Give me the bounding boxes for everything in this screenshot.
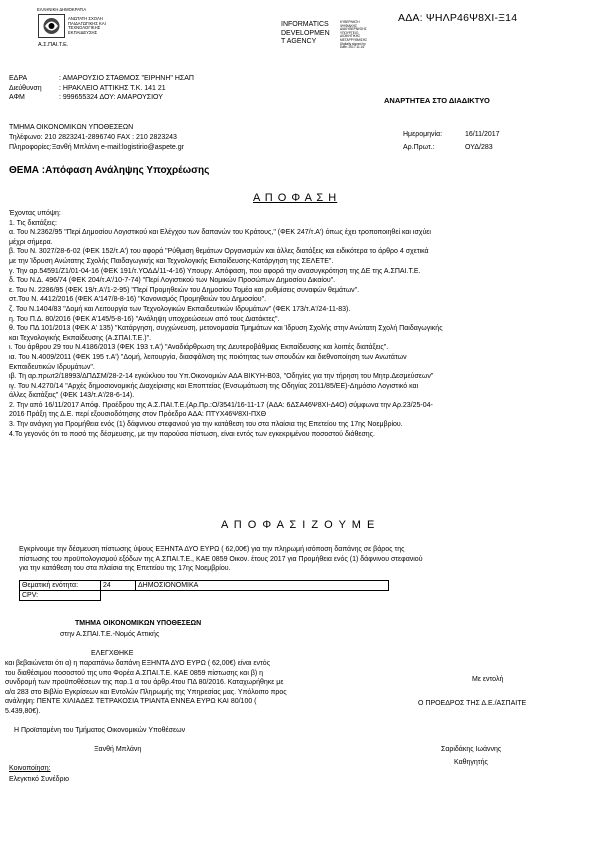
thematic-value: ΔΗΜΟΣΙΟΝΟΜΙΚΑ: [136, 581, 389, 591]
date-value: 16/11/2017: [465, 131, 500, 138]
thematic-label: Θεματική ενότητα:: [20, 581, 101, 591]
org-line: ΤΕΧΝΟΛΟΓΙΚΗΣ: [68, 25, 101, 31]
ida-block: [281, 21, 330, 47]
ida-small-line: ΨΗΦΙΑΚΗΣ: [340, 23, 357, 28]
info-line: Πληροφορίες:Ξανθή Μπλάνη e-mail:logistirio@aspete.gr: [9, 143, 184, 151]
body-line: θ. Του ΠΔ 101/2013 (ΦΕΚ Α' 135) "Κατάργηση, συγχώνευση, μετονομασία Τμημάτων και Ίδρυση Σχολής στην Ανώτατη Σχολή Παιδαγωγικής: [9, 325, 443, 333]
body-line: δ. Του Ν.Δ. 496/74 (ΦΕΚ 204/τ.Α'/10-7-74) "Περί Λογιστικού των Νομικών Προσώπων Δημοσίου Δικαίου".: [9, 277, 336, 285]
service-subtitle: στην Α.ΣΠΑΙ.Τ.Ε.-Νομός Αττικής: [60, 631, 160, 638]
service-head: Η Προϊσταμένη του Τμήματος Οικονομικών Υποθέσεων: [14, 727, 186, 734]
ida-line: INFORMATICS: [281, 21, 329, 28]
address-label: ΕΔΡΑ: [9, 75, 28, 82]
date-row: [403, 128, 500, 141]
address-label: ΑΦΜ: [9, 94, 25, 102]
ida-small-line: ΔΙΟΙΚΗΤΙΚΗΣ: [340, 34, 361, 39]
service-text: [5, 659, 287, 717]
decision-text: [19, 545, 423, 574]
org-line: ΑΝΩΤΑΤΗ ΣΧΟΛΗ: [68, 16, 103, 21]
decision-line: πίστωσης του προϋπολογισμού εξόδων της Α.ΣΠΑΙ.Τ.Ε., ΚΑΕ 0859 Οικον. έτους 2017 για Προμήθεια ενός (1) δάφνινου στεφανιού: [19, 555, 423, 563]
president-title: Ο ΠΡΟΕΔΡΟΣ ΤΗΣ Δ.Ε./ΑΣΠΑΙΤΕ: [418, 700, 527, 707]
dept-contact: [9, 123, 184, 152]
body-line: με την Ίδρυση Ανώτατης Σχολής Παιδαγωγικής και Τεχνολογικής Εκπαίδευσης-Κατάργηση της ΣΕΛΕΤΕ".: [9, 257, 334, 265]
subject-title: ΘΕΜΑ :Απόφαση Ανάληψης Υποχρέωσης: [9, 165, 210, 176]
apofasizoume-title: Α Π Ο Φ Α Σ Ι Ζ Ο Υ Μ Ε: [221, 519, 376, 531]
body-line: ι. Του άρθρου 29 του Ν.4186/2013 (ΦΕΚ 193 τ.Α') "Αναδιάρθρωση της Δευτεροβάθμιας Εκπαίδευσης και λοιπές διατάξεις".: [9, 344, 389, 352]
prot-row: [403, 141, 500, 154]
body-line: ια. Του Ν.4009/2011 (ΦΕΚ 195 τ.Α') "Δομή, λειτουργία, διασφάλιση της ποιότητας των σπουδών και διεθνοποίηση των Ανωτάτων: [9, 353, 407, 361]
body-line: η. Του Π.Δ. 80/2016 (ΦΕΚ Α'145/5-8-16) "Ανάληψη υποχρεώσεων από τους Διατάκτες".: [9, 315, 280, 323]
prot-value: ΟΥΔ/283: [465, 144, 493, 151]
table-row: [20, 591, 389, 601]
service-line: α/α 283 στο Βιβλίο Εγκρίσεων και Εντολών Πληρωμής της Υπηρεσίας μας. Υπόλοιπο προς: [5, 688, 287, 696]
ida-small-line: Date: 2017.11.16: [340, 45, 365, 50]
prot-label: Αρ.Πρωτ.:: [403, 144, 435, 151]
body-text: [9, 209, 443, 439]
ada-code: ΑΔΑ: ΨΗΛΡ46Ψ8ΧΙ-Ξ14: [398, 12, 518, 24]
body-line: 2016 Πράξη της Δ.Ε. περί εξουσιοδότησης στον Πρόεδρο ΑΔΑ: ΠΤΥΧ46Ψ8ΧΙ-ΠΧΘ: [9, 411, 267, 419]
service-line: και βεβαιώνεται ότι α) η παραπάνω δαπάνη ΕΞΗΝΤΑ ΔΥΟ ΕΥΡΩ ( 62,00€) είναι εντός: [5, 660, 271, 667]
ida-small-line: ΔΙΑΚΥΒΕΡΝΗΣΗΣ: [340, 27, 367, 32]
body-line: 1. Τις διατάξεις:: [9, 219, 57, 227]
service-line: συνδρομή των προϋποθέσεων της παρ.1 α του άρθρ.4του ΠΔ 80/2016. Καταχωρήθηκε με: [5, 679, 284, 687]
org-top-text: ΕΛΛΗΝΙΚΗ ΔΗΜΟΚΡΑΤΙΑ: [37, 7, 87, 12]
notify-value: Ελεγκτικό Συνέδριο: [9, 776, 69, 783]
ida-small-line: ΜΕΤΑΡΡΥΘΜΙΣΗΣ: [340, 37, 368, 42]
president-role: Καθηγητής: [454, 759, 488, 766]
body-line: 2. Την από 16/11/2017 Απόφ. Προέδρου της Α.Σ.ΠΑΙ.Τ.Ε.(Αρ.Πρ.:Ο/3541/16-11-17 (ΑΔΑ: 6ΔΣΑ46Ψ8ΧΙ-Δ4Ο) σύμφωνα την Αρ.23/25-04-: [9, 401, 433, 409]
ida-small-block: [340, 21, 367, 50]
address-label: Διεύθυνση: [9, 84, 42, 92]
aspete-logo: [38, 14, 65, 38]
service-line: ανάληψη: ΠΕΝΤΕ ΧΙΛΙΑΔΕΣ ΤΕΤΡΑΚΟΣΙΑ ΤΡΙΑΝΤΑ ΕΝΝΕΑ ΕΥΡΩ ΚΑΙ 80/100 (: [5, 698, 257, 706]
service-title: ΤΜΗΜΑ ΟΙΚΟΝΟΜΙΚΩΝ ΥΠΟΘΕΣΕΩΝ: [75, 620, 202, 627]
service-line: 5.439,80€).: [5, 707, 41, 715]
dept-name: ΤΜΗΜΑ ΟΙΚΟΝΟΜΙΚΩΝ ΥΠΟΘΕΣΕΩΝ: [9, 124, 134, 131]
body-line: 4.Το γεγονός ότι το ποσό της δέσμευσης, με την παρούσα πίστωση, είναι εντός των εγκεκριμένου ποσοστού διάθεσης.: [9, 430, 375, 438]
phone-line: Τηλέφωνο: 210 2823241-2896740 FAX : 210 2823243: [9, 133, 177, 141]
body-line: και Τεχνολογικής Εκπαίδευσης (Α.ΣΠΑΙ.Τ.Ε.)".: [9, 334, 152, 342]
date-block: [403, 128, 500, 154]
ida-line: DEVELOPMEN: [281, 29, 330, 37]
body-line: άλλες διατάξεις" (ΦΕΚ 143/τ.Α'/28-6-14).: [9, 392, 135, 400]
body-line: ιβ. Τη αρ.πρωτ2/18993/ΔΠΔΣΜ/28-2-14 εγκύκλιου του Υπ.Οικονομιών ΑΔΑ ΒΙΚΥΗ-Β03, "Οδηγίες για την τήρηση του Μητρ.Δεσμεύσεων": [9, 373, 434, 381]
president-name: Σαριδάκης Ιωάννης: [441, 746, 502, 753]
body-line: β. Του Ν. 3027/28-6-02 (ΦΕΚ 152/τ.Α') του αφορά "Ρύθμιση θεμάτων Οργανισμών και άλλες διατάξεις και ειδικότερα το άρθρο 4 σχετικά: [9, 248, 429, 256]
date-label: Ημερομηνία:: [403, 131, 443, 138]
address-row: [9, 74, 194, 84]
org-line: ΕΚΠΑΙΔΕΥΣΗΣ: [68, 29, 98, 35]
body-line: ζ. Του Ν.1404/83 "Δομή και Λειτουργία των Τεχνολογικών Εκπαιδευτικών Ιδρυμάτων" (ΦΕΚ 173/τ.Α'/24-11-83).: [9, 305, 351, 313]
ida-line: T AGENCY: [281, 38, 317, 45]
address-value: : 999655324 ΔΟΥ: ΑΜΑΡΟΥΣΙΟΥ: [59, 94, 163, 102]
body-line: μέχρι σήμερα.: [9, 238, 53, 246]
publish-notice: ΑΝΑΡΤΗΤΕΑ ΣΤΟ ΔΙΑΔΙΚΤΥΟ: [384, 96, 490, 105]
body-line: ε. Του Ν. 2286/95 (ΦΕΚ 19/τ.Α'/1-2-95) "Περί Προμηθειών του Δημοσίου Τομέα και ρυθμίσεις συναφών θεμάτων".: [9, 286, 360, 294]
ida-small-line: Digitally signed by: [340, 41, 366, 46]
address-block: [9, 74, 194, 103]
ida-small-line: ΚΥΒΕΡΝΗΣΗ: [340, 20, 360, 24]
ida-small-line: ΥΠΟΥΡΓΕΙΟ: [340, 30, 359, 35]
decision-line: Εγκρίνουμε την δέσμευση πίστωσης ύψους ΕΞΗΝΤΑ ΔΥΟ ΕΥΡΩ ( 62,00€) για την πληρωμή ισόποση δαπάνης σε βάρος της: [19, 546, 405, 553]
body-line: γ. Την αρ.54591/Ζ1/01-04-16 (ΦΕΚ 191/τ.ΥΟΔΔ/11-4-16) Υπουργ. Απόφαση, που αφορά την ανασυγκρότηση της ΔΕ της Α.ΣΠΑΙ.Τ.Ε.: [9, 267, 421, 275]
body-line: ιγ. Του Ν.4270/14 "Αρχές δημοσιονομικής Διαχείρισης και Εποπτείας (Ενσωμάτωση της Οδηγίας 2011/85/ΕΕ)-Δημόσιο Λογιστικό και: [9, 382, 419, 390]
cpv-value: [101, 591, 389, 601]
service-line: του διαθέσιμου ποσοστού της υπο Φορέα Α.ΣΠΑΙ.Τ.Ε. ΚΑΕ 0859 πίστωσης και β) η: [5, 669, 264, 677]
org-acronym: Α.Σ.ΠΑΙ.Τ.Ε.: [38, 42, 69, 48]
thematic-table: [19, 580, 389, 601]
logo-mark-icon: [38, 14, 65, 38]
address-value: : ΑΜΑΡΟΥΣΙΟ ΣΤΑΘΜΟΣ "ΕΙΡΗΝΗ" ΗΣΑΠ: [59, 75, 194, 82]
body-line: στ.Του Ν. 4412/2016 (ΦΕΚ Α'147/8-8-16) "Κανονισμός Προμηθειών του Δημοσίου".: [9, 296, 267, 304]
body-line: Έχοντας υπόψη:: [9, 210, 61, 217]
body-line: 3. Την ανάγκη για Προμήθεια ενός (1) δάφνινου στεφανιού για την κατάθεση του στα πλαίσια της Επετείου της 17ης Νοεμβρίου.: [9, 421, 403, 429]
decision-line: για την κατάθεση του στα πλαίσια της Επετείου της 17ης Νοεμβρίου.: [19, 565, 231, 573]
apofasi-title: Α Π Ο Φ Α Σ Η: [253, 192, 338, 204]
address-row: [9, 93, 194, 103]
order-label: Με εντολή: [472, 676, 504, 683]
address-row: [9, 84, 194, 94]
service-signer: Ξανθή Μπλάνη: [94, 746, 142, 753]
org-name-block: [68, 17, 106, 35]
checked-label: ΕΛΕΓΧΘΗΚΕ: [91, 650, 134, 657]
body-line: α. Του Ν.2362/95 "Περί Δημοσίου Λογιστικού και Ελέγχου των δαπανών του Κράτους," (ΦΕΚ 247/τ.Α') όπως έχει τροποποιηθεί και ισχύει: [9, 229, 431, 237]
thematic-code: 24: [101, 581, 136, 591]
notify-label: Κοινοποίηση:: [9, 765, 51, 772]
org-line: ΠΑΙΔΑΓΩΓΙΚΗΣ ΚΑΙ: [68, 20, 106, 26]
table-row: [20, 581, 389, 591]
cpv-label: CPV:: [20, 591, 101, 601]
body-line: Εκπαιδευτικών Ιδρυμάτων".: [9, 363, 95, 371]
address-value: : ΗΡΑΚΛΕΙΟ ΑΤΤΙΚΗΣ Τ.Κ. 141 21: [59, 84, 166, 92]
